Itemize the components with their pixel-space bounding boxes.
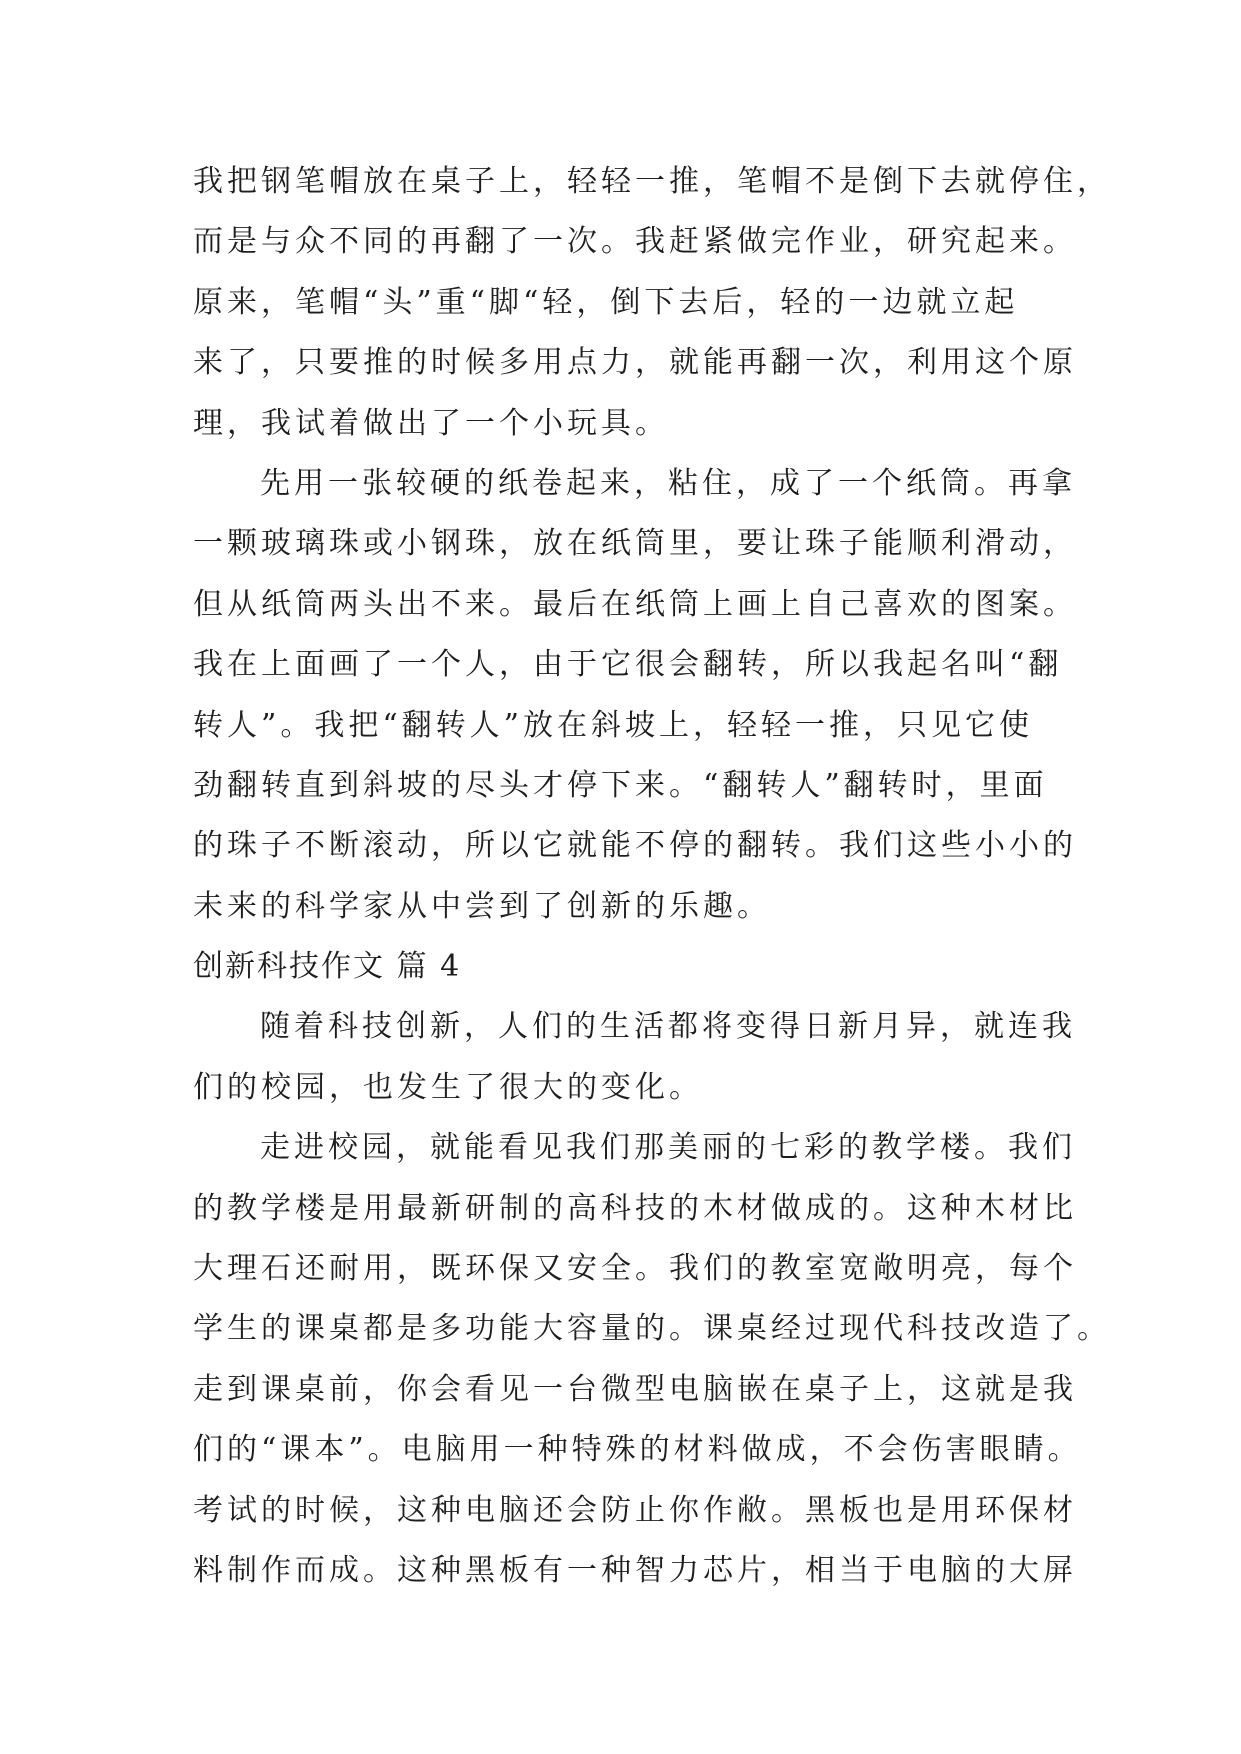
text-line: 而是与众不同的再翻了一次。我赶紧做完作业，研究起来。 [193, 224, 1077, 260]
section-heading: 创新科技作文 篇 4 [193, 949, 462, 985]
text-line: 走进校园，就能看见我们那美丽的七彩的教学楼。我们 [260, 1130, 1076, 1166]
text-line: 我把钢笔帽放在桌子上，轻轻一推，笔帽不是倒下去就停住， [193, 164, 1111, 199]
text-line: 原来，笔帽“头”重“脚“轻，倒下去后，轻的一边就立起 [193, 284, 1019, 320]
text-line: 的教学楼是用最新研制的高科技的木材做成的。这种木材比 [193, 1190, 1077, 1226]
text-line: 走到课桌前，你会看见一台微型电脑嵌在桌子上，这就是我 [193, 1371, 1077, 1407]
text-line: 一颗玻璃珠或小钢珠，放在纸筒里，要让珠子能顺利滑动， [193, 526, 1077, 562]
text-line: 劲翻转直到斜坡的尽头才停下来。“翻转人”翻转时，里面 [193, 767, 1048, 803]
document-body [193, 152, 1111, 1601]
text-line: 考试的时候，这种电脑还会防止你作敝。黑板也是用环保材 [193, 1492, 1077, 1528]
text-line: 我在上面画了一个人，由于它很会翻转，所以我起名叫“翻 [193, 647, 1063, 683]
text-line: 来了，只要推的时候多用点力，就能再翻一次，利用这个原 [193, 345, 1077, 381]
text-line: 随着科技创新，人们的生活都将变得日新月异，就连我 [260, 1009, 1076, 1045]
text-line: 先用一张较硬的纸卷起来，粘住，成了一个纸筒。再拿 [260, 465, 1076, 501]
text-line: 未来的科学家从中尝到了创新的乐趣。 [193, 888, 771, 924]
text-line: 的珠子不断滚动，所以它就能不停的翻转。我们这些小小的 [193, 828, 1077, 864]
text-line: 大理石还耐用，既环保又安全。我们的教室宽敞明亮，每个 [193, 1251, 1077, 1287]
text-line: 理，我试着做出了一个小玩具。 [193, 405, 669, 441]
text-line: 学生的课桌都是多功能大容量的。课桌经过现代科技改造了。 [193, 1311, 1111, 1347]
text-line: 转人”。我把“翻转人”放在斜坡上，轻轻一推，只见它使 [193, 707, 1034, 743]
text-line: 料制作而成。这种黑板有一种智力芯片，相当于电脑的大屏 [193, 1552, 1077, 1588]
text-line: 们的“课本”。电脑用一种特殊的材料做成，不会伤害眼睛。 [193, 1432, 1082, 1468]
text-line: 们的校园，也发生了很大的变化。 [193, 1069, 703, 1105]
text-line: 但从纸筒两头出不来。最后在纸筒上画上自己喜欢的图案。 [193, 586, 1077, 622]
